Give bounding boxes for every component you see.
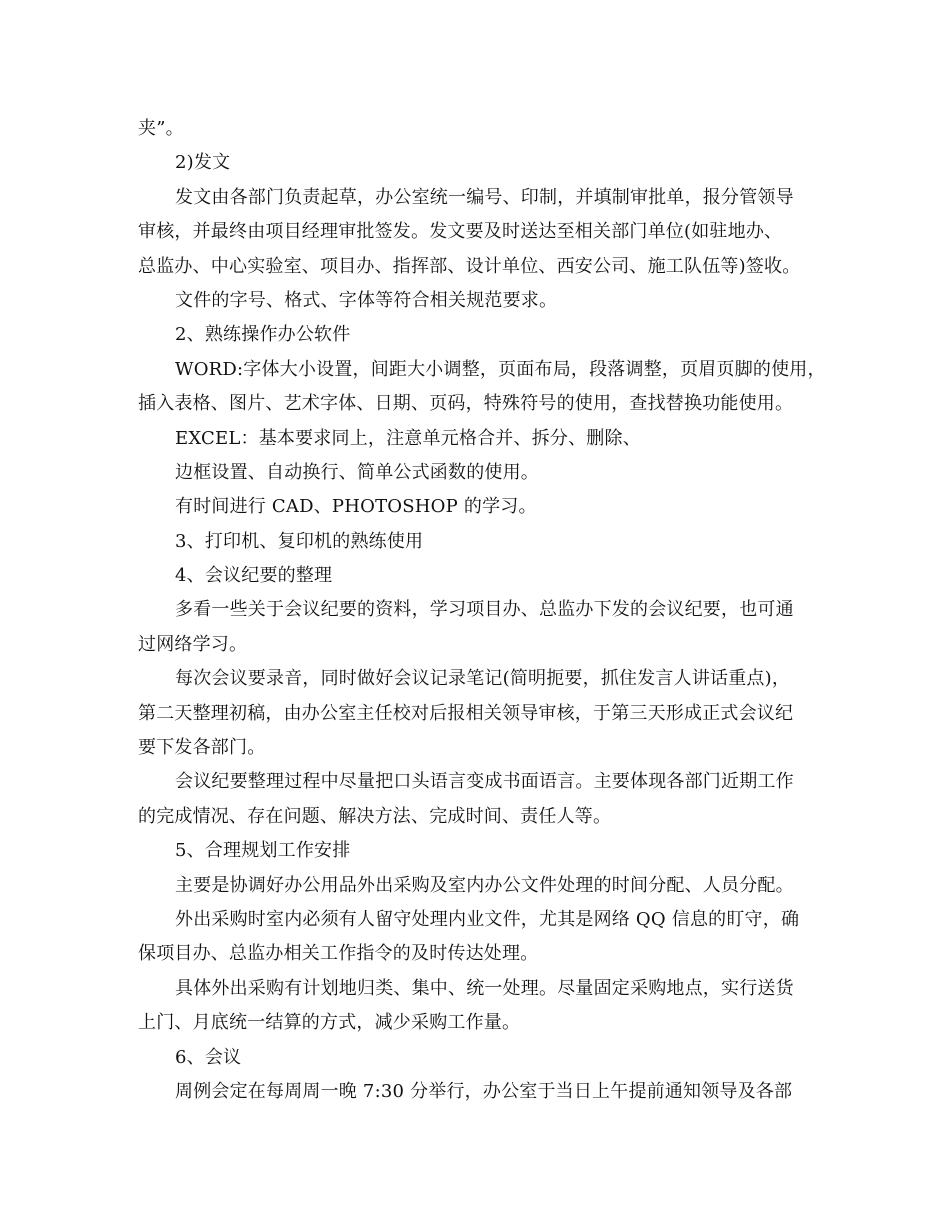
text-line: 多看一些关于会议纪要的资料，学习项目办、总监办下发的会议纪要，也可通: [175, 599, 794, 621]
text-line: 有时间进行 CAD、PHOTOSHOP 的学习。: [175, 496, 537, 518]
text-line: 2)发文: [175, 152, 231, 174]
text-line: 2、熟练操作办公软件: [175, 324, 351, 346]
text-line: 的完成情况、存在问题、解决方法、完成时间、责任人等。: [138, 805, 612, 827]
text-line: 过网络学习。: [138, 633, 248, 655]
text-line: 3、打印机、复印机的熟练使用: [175, 530, 424, 552]
text-line: 边框设置、自动换行、简单公式函数的使用。: [175, 461, 539, 483]
text-line: 周例会定在每周周一晚 7:30 分举行，办公室于当日上午提前通知领导及各部: [175, 1080, 793, 1102]
text-line: 夹”。: [138, 118, 184, 139]
text-line: 审核，并最终由项目经理审批签发。发文要及时送达至相关部门单位(如驻地办、: [138, 221, 783, 243]
text-line: 上门、月底统一结算的方式，减少采购工作量。: [138, 1012, 521, 1034]
text-line: 发文由各部门负责起草，办公室统一编号、印制，并填制审批单，报分管领导: [175, 186, 794, 208]
text-line: 总监办、中心实验室、项目办、指挥部、设计单位、西安公司、施工队伍等)签收。: [138, 255, 801, 277]
text-line: 主要是协调好办公用品外出采购及室内办公文件处理的时间分配、人员分配。: [175, 874, 794, 896]
text-line: 文件的字号、格式、字体等符合相关规范要求。: [175, 289, 558, 311]
text-line: 每次会议要录音，同时做好会议记录笔记(简明扼要，抓住发言人讲话重点)，: [175, 668, 791, 690]
text-line: 保项目办、总监办相关工作指令的及时传达处理。: [138, 943, 539, 965]
text-line: 插入表格、图片、艺术字体、日期、页码，特殊符号的使用，查找替换功能使用。: [138, 393, 794, 415]
text-line: 第二天整理初稿，由办公室主任校对后报相关领导审核，于第三天形成正式会议纪: [138, 702, 794, 724]
text-line: 5、合理规划工作安排: [175, 840, 351, 862]
text-line: 6、会议: [175, 1046, 242, 1068]
text-line: 外出采购时室内必须有人留守处理内业文件，尤其是网络 QQ 信息的盯守，确: [175, 908, 800, 930]
text-line: 会议纪要整理过程中尽量把口头语言变成书面语言。主要体现各部门近期工作: [175, 771, 794, 793]
text-line: EXCEL：基本要求同上，注意单元格合并、拆分、删除、: [175, 427, 641, 449]
document-body: [138, 112, 826, 1109]
text-line: WORD:字体大小设置，间距大小调整，页面布局，段落调整，页眉页脚的使用，: [175, 358, 826, 380]
text-line: 4、会议纪要的整理: [175, 565, 333, 587]
text-line: 具体外出采购有计划地归类、集中、统一处理。尽量固定采购地点，实行送货: [175, 977, 794, 999]
text-line: 要下发各部门。: [138, 737, 266, 759]
